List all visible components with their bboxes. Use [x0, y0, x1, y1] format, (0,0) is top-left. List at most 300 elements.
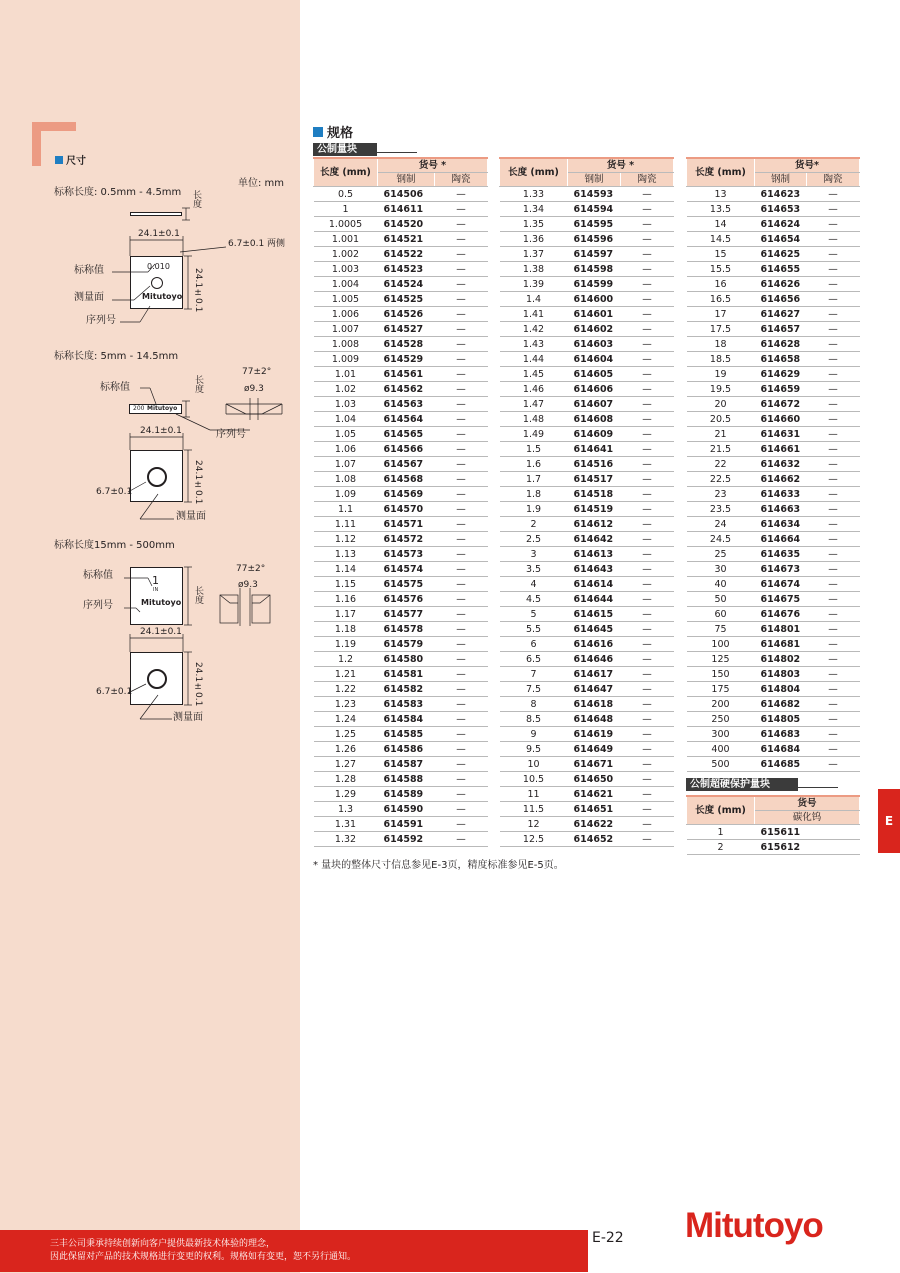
ceramic-cell: — [807, 472, 860, 487]
code-cell: 614600 [568, 292, 621, 307]
table-row [500, 802, 674, 817]
code-cell: 614664 [755, 532, 807, 547]
code-cell: 614660 [755, 412, 807, 427]
code-cell: 614529 [378, 352, 435, 367]
ceramic-cell: — [621, 397, 674, 412]
code-cell: 614676 [755, 607, 807, 622]
table-row [314, 442, 488, 457]
code-cell: 614562 [378, 382, 435, 397]
ceramic-cell: — [621, 502, 674, 517]
table-row [500, 472, 674, 487]
code-cell: 614633 [755, 487, 807, 502]
code-cell: 614658 [755, 352, 807, 367]
ceramic-cell: — [807, 442, 860, 457]
ceramic-cell: — [621, 187, 674, 202]
code-cell: 614561 [378, 367, 435, 382]
group3-width: 24.1±0.1 [140, 627, 182, 637]
ceramic-cell: — [807, 727, 860, 742]
table-row [314, 757, 488, 772]
length-cell: 6.5 [500, 652, 568, 667]
table-row [687, 652, 860, 667]
blue-square-icon [313, 127, 323, 137]
table-row [314, 742, 488, 757]
code-cell: 614647 [568, 682, 621, 697]
length-cell: 1.07 [314, 457, 378, 472]
ceramic-cell: — [807, 577, 860, 592]
length-cell: 30 [687, 562, 755, 577]
table-row [687, 697, 860, 712]
code-cell: 614581 [378, 667, 435, 682]
table-row [687, 457, 860, 472]
table-row [500, 232, 674, 247]
length-cell: 1.26 [314, 742, 378, 757]
ceramic-cell: — [807, 382, 860, 397]
ceramic-cell: — [621, 817, 674, 832]
table-row [500, 727, 674, 742]
table-row [314, 682, 488, 697]
length-cell: 2 [500, 517, 568, 532]
ceramic-cell: — [435, 397, 488, 412]
length-cell: 1.004 [314, 277, 378, 292]
table-row [500, 562, 674, 577]
table-row [500, 772, 674, 787]
length-cell: 3.5 [500, 562, 568, 577]
table-row [314, 367, 488, 382]
code-cell: 614621 [568, 787, 621, 802]
table-row [500, 502, 674, 517]
group2-length-label: 长度 [193, 375, 203, 393]
table-row [687, 472, 860, 487]
length-cell: 1.32 [314, 832, 378, 847]
length-cell: 5.5 [500, 622, 568, 637]
header-ceramic: 陶瓷 [621, 173, 674, 187]
table-row [314, 247, 488, 262]
code-cell: 614584 [378, 712, 435, 727]
table-row [314, 772, 488, 787]
code-cell: 614656 [755, 292, 807, 307]
length-cell: 1.002 [314, 247, 378, 262]
length-cell: 1.01 [314, 367, 378, 382]
ceramic-cell: — [807, 607, 860, 622]
group1-side-note: 6.7±0.1 两侧 [228, 239, 286, 249]
code-cell: 614649 [568, 742, 621, 757]
code-cell: 614569 [378, 487, 435, 502]
ceramic-cell: — [807, 562, 860, 577]
code-cell: 614577 [378, 607, 435, 622]
table-row [687, 742, 860, 757]
table-row [500, 382, 674, 397]
ceramic-cell: — [435, 472, 488, 487]
length-cell: 9 [500, 727, 568, 742]
code-cell: 614573 [378, 547, 435, 562]
carbide-gauge-block-band: 公制超硬保护量块 [686, 778, 798, 791]
length-cell: 22.5 [687, 472, 755, 487]
ceramic-cell: — [435, 682, 488, 697]
table-row [500, 832, 674, 847]
code-cell: 614523 [378, 262, 435, 277]
code-cell: 614588 [378, 772, 435, 787]
spec-table-2 [499, 157, 674, 847]
table-row [687, 607, 860, 622]
ceramic-cell: — [435, 337, 488, 352]
length-cell: 1.42 [500, 322, 568, 337]
length-cell: 1.009 [314, 352, 378, 367]
length-cell: 3 [500, 547, 568, 562]
length-cell: 1.28 [314, 772, 378, 787]
table-row [687, 622, 860, 637]
ceramic-cell: — [621, 787, 674, 802]
length-cell: 23 [687, 487, 755, 502]
code-cell: 614595 [568, 217, 621, 232]
length-cell: 1.05 [314, 427, 378, 442]
ceramic-cell: — [621, 292, 674, 307]
length-cell: 1.31 [314, 817, 378, 832]
length-cell: 1 [687, 825, 755, 840]
code-cell: 614613 [568, 547, 621, 562]
length-cell: 6 [500, 637, 568, 652]
dimensions-heading-text: 尺寸 [66, 156, 86, 167]
code-cell: 614804 [755, 682, 807, 697]
code-cell: 614629 [755, 367, 807, 382]
length-cell: 1.45 [500, 367, 568, 382]
group2-face-label: 测量面 [176, 511, 206, 522]
length-cell: 1.5 [500, 442, 568, 457]
length-cell: 24 [687, 517, 755, 532]
length-cell: 21.5 [687, 442, 755, 457]
ceramic-cell: — [807, 232, 860, 247]
length-cell: 2 [687, 840, 755, 855]
length-cell: 7 [500, 667, 568, 682]
table-row [314, 262, 488, 277]
ceramic-cell: — [435, 652, 488, 667]
length-cell: 100 [687, 637, 755, 652]
code-cell: 614682 [755, 697, 807, 712]
ceramic-cell: — [621, 202, 674, 217]
code-cell: 614563 [378, 397, 435, 412]
code-cell: 614642 [568, 532, 621, 547]
table-row [687, 667, 860, 682]
table-row [500, 742, 674, 757]
length-cell: 10.5 [500, 772, 568, 787]
group2-angle: 77±2° [242, 367, 272, 377]
length-cell: 17.5 [687, 322, 755, 337]
code-cell: 614594 [568, 202, 621, 217]
table-row [687, 427, 860, 442]
length-cell: 1.16 [314, 592, 378, 607]
length-cell: 1.36 [500, 232, 568, 247]
length-cell: 16.5 [687, 292, 755, 307]
ceramic-cell: — [807, 367, 860, 382]
table-row [314, 337, 488, 352]
ceramic-cell: — [807, 637, 860, 652]
length-cell: 1.09 [314, 487, 378, 502]
ceramic-cell: — [435, 352, 488, 367]
ceramic-cell: — [807, 352, 860, 367]
group2-strip-text: 200 [133, 405, 145, 412]
length-cell: 1.41 [500, 307, 568, 322]
code-cell: 614607 [568, 397, 621, 412]
length-cell: 1.03 [314, 397, 378, 412]
code-cell: 614645 [568, 622, 621, 637]
table-row [687, 637, 860, 652]
table-row [687, 382, 860, 397]
ceramic-cell: — [621, 592, 674, 607]
length-cell: 16 [687, 277, 755, 292]
ceramic-cell: — [621, 262, 674, 277]
table-row [314, 202, 488, 217]
code-cell: 614626 [755, 277, 807, 292]
ceramic-cell: — [807, 502, 860, 517]
code-cell: 614517 [568, 472, 621, 487]
table-row [687, 682, 860, 697]
length-cell: 1.14 [314, 562, 378, 577]
length-cell: 1.006 [314, 307, 378, 322]
code-cell: 614564 [378, 412, 435, 427]
ceramic-cell: — [807, 592, 860, 607]
code-cell: 614592 [378, 832, 435, 847]
length-cell: 175 [687, 682, 755, 697]
group1-brand: Mitutoyo [142, 292, 183, 301]
table-row [500, 817, 674, 832]
header-length: 长度 (mm) [314, 158, 378, 187]
length-cell: 25 [687, 547, 755, 562]
ceramic-cell: — [621, 367, 674, 382]
length-cell: 20 [687, 397, 755, 412]
table-row [687, 577, 860, 592]
length-cell: 1.1 [314, 502, 378, 517]
table-row [687, 712, 860, 727]
code-cell: 614657 [755, 322, 807, 337]
ceramic-cell: — [435, 577, 488, 592]
ceramic-cell: — [807, 757, 860, 772]
ceramic-cell: — [435, 517, 488, 532]
table-row [500, 532, 674, 547]
group2-serial-label: 序列号 [216, 429, 246, 440]
footnote: * 量块的整体尺寸信息参见E-3页，精度标准参见E-5页。 [313, 860, 564, 871]
length-cell: 14 [687, 217, 755, 232]
code-cell: 614580 [378, 652, 435, 667]
ceramic-cell: — [621, 577, 674, 592]
ceramic-cell: — [621, 322, 674, 337]
code-cell: 614674 [755, 577, 807, 592]
disclaimer-line-1: 三丰公司秉承持续创新向客户提供最新技术体验的理念， [50, 1239, 276, 1249]
group2-height: 24.1±0.1 [193, 460, 203, 505]
code-cell: 614803 [755, 667, 807, 682]
code-cell: 614671 [568, 757, 621, 772]
table-row [687, 592, 860, 607]
code-cell: 614516 [568, 457, 621, 472]
length-cell: 1.6 [500, 457, 568, 472]
header-length: 长度 (mm) [500, 158, 568, 187]
length-cell: 1.27 [314, 757, 378, 772]
length-cell: 19 [687, 367, 755, 382]
code-cell: 614618 [568, 697, 621, 712]
code-cell: 614579 [378, 637, 435, 652]
length-cell: 1.34 [500, 202, 568, 217]
mitutoyo-logo: Mitutoyo [685, 1206, 823, 1245]
group3-length-label: 长度 [193, 586, 203, 604]
length-cell: 18 [687, 337, 755, 352]
table-row [500, 547, 674, 562]
table-row [500, 352, 674, 367]
table-row [687, 517, 860, 532]
table-row [500, 577, 674, 592]
code-cell: 614622 [568, 817, 621, 832]
metric-gauge-block-band: 公制量块 [313, 143, 377, 156]
table-row [314, 382, 488, 397]
table-row [314, 727, 488, 742]
table-row [500, 277, 674, 292]
group3-face-label: 测量面 [173, 712, 203, 723]
table-row [314, 667, 488, 682]
length-cell: 1.19 [314, 637, 378, 652]
table-row [314, 817, 488, 832]
header-ceramic: 陶瓷 [435, 173, 488, 187]
ceramic-cell: — [621, 547, 674, 562]
ceramic-cell: — [621, 802, 674, 817]
ceramic-cell: — [621, 382, 674, 397]
length-cell: 1.33 [500, 187, 568, 202]
code-cell: 614652 [568, 832, 621, 847]
ceramic-cell: — [621, 832, 674, 847]
group3-side: 6.7±0.1 [96, 687, 133, 697]
ceramic-cell: — [621, 217, 674, 232]
table-row [687, 277, 860, 292]
code-cell: 614617 [568, 667, 621, 682]
ceramic-cell: — [435, 412, 488, 427]
table-row [500, 322, 674, 337]
code-cell: 614522 [378, 247, 435, 262]
length-cell: 1 [314, 202, 378, 217]
disclaimer-line-2: 因此保留对产品的技术规格进行变更的权利。规格如有变更，恕不另行通知。 [50, 1252, 357, 1262]
group3-serial-label: 序列号 [83, 600, 113, 611]
code-cell: 614624 [755, 217, 807, 232]
ceramic-cell: — [435, 277, 488, 292]
code-cell: 614801 [755, 622, 807, 637]
ceramic-cell: — [621, 712, 674, 727]
table-row [500, 667, 674, 682]
table-row [314, 412, 488, 427]
ceramic-cell: — [435, 622, 488, 637]
table-row [687, 502, 860, 517]
table-row [314, 307, 488, 322]
header-steel: 钢制 [755, 173, 807, 187]
ceramic-cell: — [807, 712, 860, 727]
table-row [687, 442, 860, 457]
code-cell: 614605 [568, 367, 621, 382]
page-number: E-22 [592, 1230, 624, 1246]
length-cell: 400 [687, 742, 755, 757]
length-cell: 9.5 [500, 742, 568, 757]
group3-height: 24.1±0.1 [193, 662, 203, 707]
table-row [500, 592, 674, 607]
ceramic-cell: — [807, 397, 860, 412]
table-row [314, 277, 488, 292]
ceramic-cell: — [435, 742, 488, 757]
code-cell: 614519 [568, 502, 621, 517]
table-row [314, 562, 488, 577]
ceramic-cell: — [807, 262, 860, 277]
length-cell: 1.37 [500, 247, 568, 262]
ceramic-cell: — [435, 832, 488, 847]
table-row [500, 787, 674, 802]
table-row [687, 757, 860, 772]
length-cell: 1.46 [500, 382, 568, 397]
length-cell: 20.5 [687, 412, 755, 427]
footer-disclaimer-bar [0, 1230, 588, 1272]
ceramic-cell: — [807, 652, 860, 667]
group3-unit-mark: IN [153, 587, 159, 593]
table-row [500, 622, 674, 637]
table-row [314, 577, 488, 592]
group2-side: 6.7±0.1 [96, 487, 133, 497]
code-cell: 614651 [568, 802, 621, 817]
length-cell: 1.0005 [314, 217, 378, 232]
table-row [500, 247, 674, 262]
length-cell: 1.12 [314, 532, 378, 547]
group1-length-label: 长度 [191, 190, 201, 208]
ceramic-cell: — [621, 277, 674, 292]
code-cell: 614597 [568, 247, 621, 262]
table-row [500, 262, 674, 277]
code-cell: 614681 [755, 637, 807, 652]
code-cell: 615612 [755, 840, 860, 855]
length-cell: 1.43 [500, 337, 568, 352]
code-cell: 614611 [378, 202, 435, 217]
ceramic-cell: — [621, 667, 674, 682]
ceramic-cell: — [435, 532, 488, 547]
header-carbide: 碳化钨 [755, 811, 860, 825]
length-cell: 19.5 [687, 382, 755, 397]
length-cell: 22 [687, 457, 755, 472]
group2-value-label: 标称值 [100, 382, 130, 393]
table-row [314, 532, 488, 547]
length-cell: 40 [687, 577, 755, 592]
ceramic-cell: — [435, 727, 488, 742]
length-cell: 13.5 [687, 202, 755, 217]
code-cell: 614567 [378, 457, 435, 472]
ceramic-cell: — [621, 247, 674, 262]
ceramic-cell: — [807, 247, 860, 262]
ceramic-cell: — [435, 697, 488, 712]
ceramic-cell: — [621, 472, 674, 487]
header-code: 货号 [755, 796, 860, 811]
ceramic-cell: — [435, 232, 488, 247]
length-cell: 1.24 [314, 712, 378, 727]
length-cell: 1.39 [500, 277, 568, 292]
ceramic-cell: — [435, 502, 488, 517]
table-row [314, 787, 488, 802]
length-cell: 15.5 [687, 262, 755, 277]
group1-height: 24.1±0.1 [193, 268, 203, 313]
code-cell: 614675 [755, 592, 807, 607]
ceramic-cell: — [621, 487, 674, 502]
header-steel: 钢制 [568, 173, 621, 187]
code-cell: 614578 [378, 622, 435, 637]
ceramic-cell: — [435, 202, 488, 217]
group3-hole-dia: ø9.3 [238, 580, 258, 590]
length-cell: 1.29 [314, 787, 378, 802]
length-cell: 1.22 [314, 682, 378, 697]
ceramic-cell: — [807, 547, 860, 562]
code-cell: 614599 [568, 277, 621, 292]
group3-title: 标称长度15mm - 500mm [54, 540, 175, 551]
group2-title: 标称长度: 5mm - 14.5mm [54, 351, 179, 362]
code-cell: 614623 [755, 187, 807, 202]
spec-table-4 [686, 795, 860, 855]
ceramic-cell: — [807, 217, 860, 232]
ceramic-cell: — [807, 322, 860, 337]
